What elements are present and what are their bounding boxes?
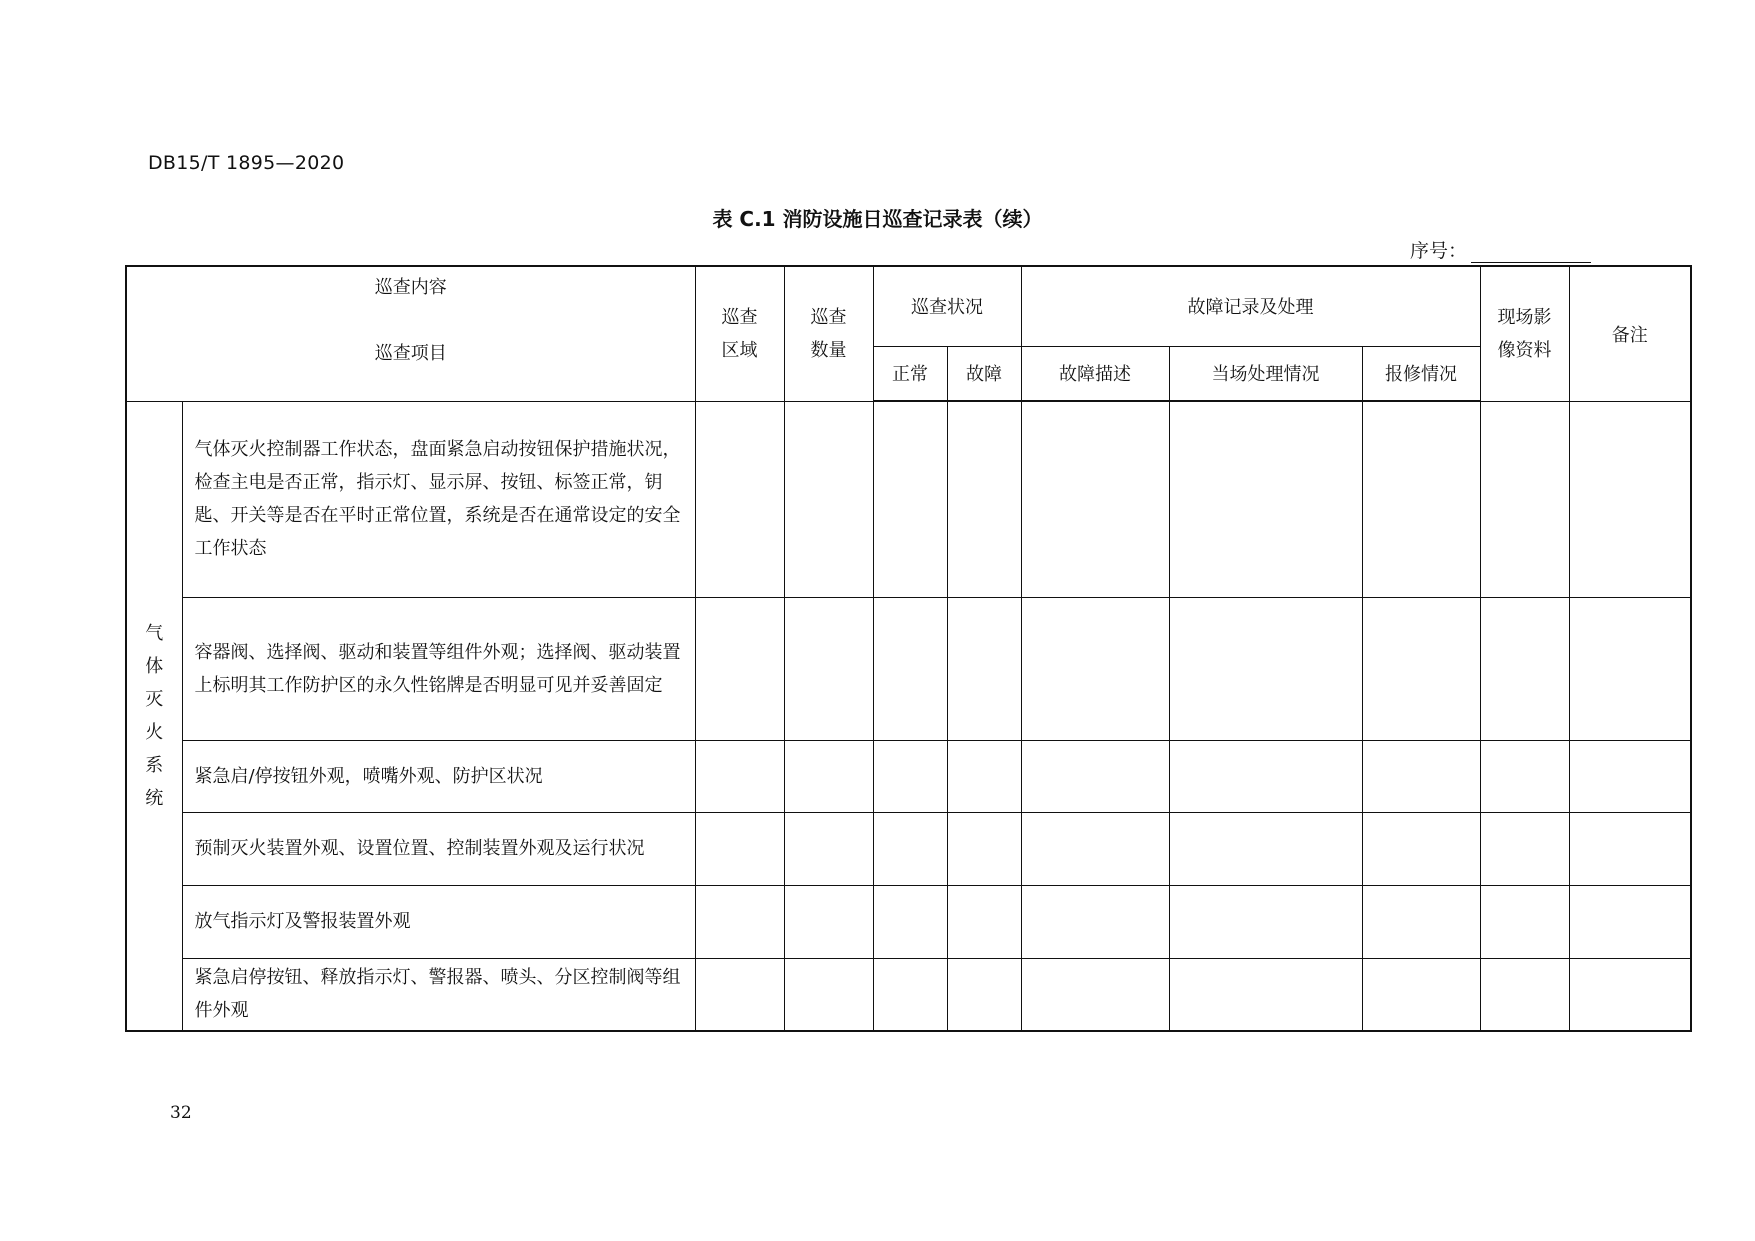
cell-fault[interactable] — [947, 597, 1021, 740]
cell-count[interactable] — [784, 597, 873, 740]
table-row — [126, 401, 1691, 597]
cell-remark[interactable] — [1569, 812, 1691, 885]
header-count: 巡查 数量 — [784, 266, 873, 401]
cell-fault[interactable] — [947, 885, 1021, 958]
cell-area[interactable] — [695, 597, 784, 740]
table-row — [126, 812, 1691, 885]
cell-onsite[interactable] — [1169, 958, 1362, 1031]
cell-repair[interactable] — [1362, 740, 1480, 812]
cell-fault-desc[interactable] — [1021, 958, 1169, 1031]
serial-number-field — [1410, 236, 1591, 263]
cell-fault-desc[interactable] — [1021, 740, 1169, 812]
cell-onsite[interactable] — [1169, 740, 1362, 812]
header-media: 现场影 像资料 — [1480, 266, 1569, 401]
cell-fault[interactable] — [947, 812, 1021, 885]
cell-repair[interactable] — [1362, 958, 1480, 1031]
cell-onsite[interactable] — [1169, 597, 1362, 740]
cell-area[interactable] — [695, 740, 784, 812]
cell-repair[interactable] — [1362, 401, 1480, 597]
cell-repair[interactable] — [1362, 885, 1480, 958]
header-area: 巡查 区域 — [695, 266, 784, 401]
cell-count[interactable] — [784, 812, 873, 885]
inspection-item: 预制灭火装置外观、设置位置、控制装置外观及运行状况 — [182, 812, 695, 885]
cell-remark[interactable] — [1569, 740, 1691, 812]
inspection-record-table — [125, 265, 1692, 1032]
cell-remark[interactable] — [1569, 597, 1691, 740]
table-title: 表 C.1 消防设施日巡查记录表（续） — [712, 207, 1043, 231]
inspection-item: 容器阀、选择阀、驱动和装置等组件外观；选择阀、驱动装置上标明其工作防护区的永久性铭牌是否明显可见并妥善固定 — [182, 597, 695, 740]
cell-repair[interactable] — [1362, 812, 1480, 885]
cell-onsite[interactable] — [1169, 401, 1362, 597]
cell-repair[interactable] — [1362, 597, 1480, 740]
cell-normal[interactable] — [873, 958, 947, 1031]
table-row — [126, 740, 1691, 812]
cell-remark[interactable] — [1569, 958, 1691, 1031]
header-item: 巡查项目 — [374, 342, 447, 364]
cell-media[interactable] — [1480, 958, 1569, 1031]
cell-fault[interactable] — [947, 401, 1021, 597]
cell-fault-desc[interactable] — [1021, 401, 1169, 597]
cell-onsite[interactable] — [1169, 812, 1362, 885]
header-repair: 报修情况 — [1362, 346, 1480, 401]
header-fault-desc: 故障描述 — [1021, 346, 1169, 401]
header-status: 巡查状况 — [873, 266, 1021, 346]
page-number: 32 — [170, 1103, 192, 1123]
cell-media[interactable] — [1480, 812, 1569, 885]
cell-count[interactable] — [784, 885, 873, 958]
table-row — [126, 958, 1691, 1031]
cell-fault-desc[interactable] — [1021, 885, 1169, 958]
cell-normal[interactable] — [873, 740, 947, 812]
document-code: DB15/T 1895—2020 — [148, 152, 345, 174]
table-row — [126, 597, 1691, 740]
header-onsite: 当场处理情况 — [1169, 346, 1362, 401]
cell-normal[interactable] — [873, 812, 947, 885]
cell-media[interactable] — [1480, 740, 1569, 812]
header-content: 巡查内容 — [374, 276, 447, 298]
serial-blank-line[interactable] — [1471, 244, 1591, 263]
system-label: 气 体 灭 火 系 统 — [126, 401, 182, 1031]
header-fault-record: 故障记录及处理 — [1021, 266, 1480, 346]
cell-fault-desc[interactable] — [1021, 812, 1169, 885]
cell-fault[interactable] — [947, 740, 1021, 812]
cell-area[interactable] — [695, 401, 784, 597]
cell-count[interactable] — [784, 958, 873, 1031]
header-normal: 正常 — [873, 346, 947, 401]
serial-label: 序号： — [1410, 240, 1468, 262]
header-remark: 备注 — [1569, 266, 1691, 401]
cell-media[interactable] — [1480, 597, 1569, 740]
cell-normal[interactable] — [873, 597, 947, 740]
cell-fault-desc[interactable] — [1021, 597, 1169, 740]
cell-normal[interactable] — [873, 885, 947, 958]
header-content-item — [126, 266, 695, 401]
cell-area[interactable] — [695, 958, 784, 1031]
cell-remark[interactable] — [1569, 885, 1691, 958]
header-row-1 — [126, 266, 1691, 346]
cell-count[interactable] — [784, 740, 873, 812]
cell-fault[interactable] — [947, 958, 1021, 1031]
cell-area[interactable] — [695, 885, 784, 958]
inspection-item: 紧急启/停按钮外观，喷嘴外观、防护区状况 — [182, 740, 695, 812]
cell-media[interactable] — [1480, 401, 1569, 597]
cell-count[interactable] — [784, 401, 873, 597]
cell-media[interactable] — [1480, 885, 1569, 958]
cell-area[interactable] — [695, 812, 784, 885]
inspection-item: 放气指示灯及警报装置外观 — [182, 885, 695, 958]
inspection-item: 气体灭火控制器工作状态，盘面紧急启动按钮保护措施状况，检查主电是否正常，指示灯、显示屏、按钮、标签正常，钥匙、开关等是否在平时正常位置，系统是否在通常设定的安全工作状态 — [182, 401, 695, 597]
cell-remark[interactable] — [1569, 401, 1691, 597]
cell-normal[interactable] — [873, 401, 947, 597]
header-fault: 故障 — [947, 346, 1021, 401]
table-row — [126, 885, 1691, 958]
cell-onsite[interactable] — [1169, 885, 1362, 958]
inspection-item: 紧急启停按钮、释放指示灯、警报器、喷头、分区控制阀等组件外观 — [182, 958, 695, 1031]
